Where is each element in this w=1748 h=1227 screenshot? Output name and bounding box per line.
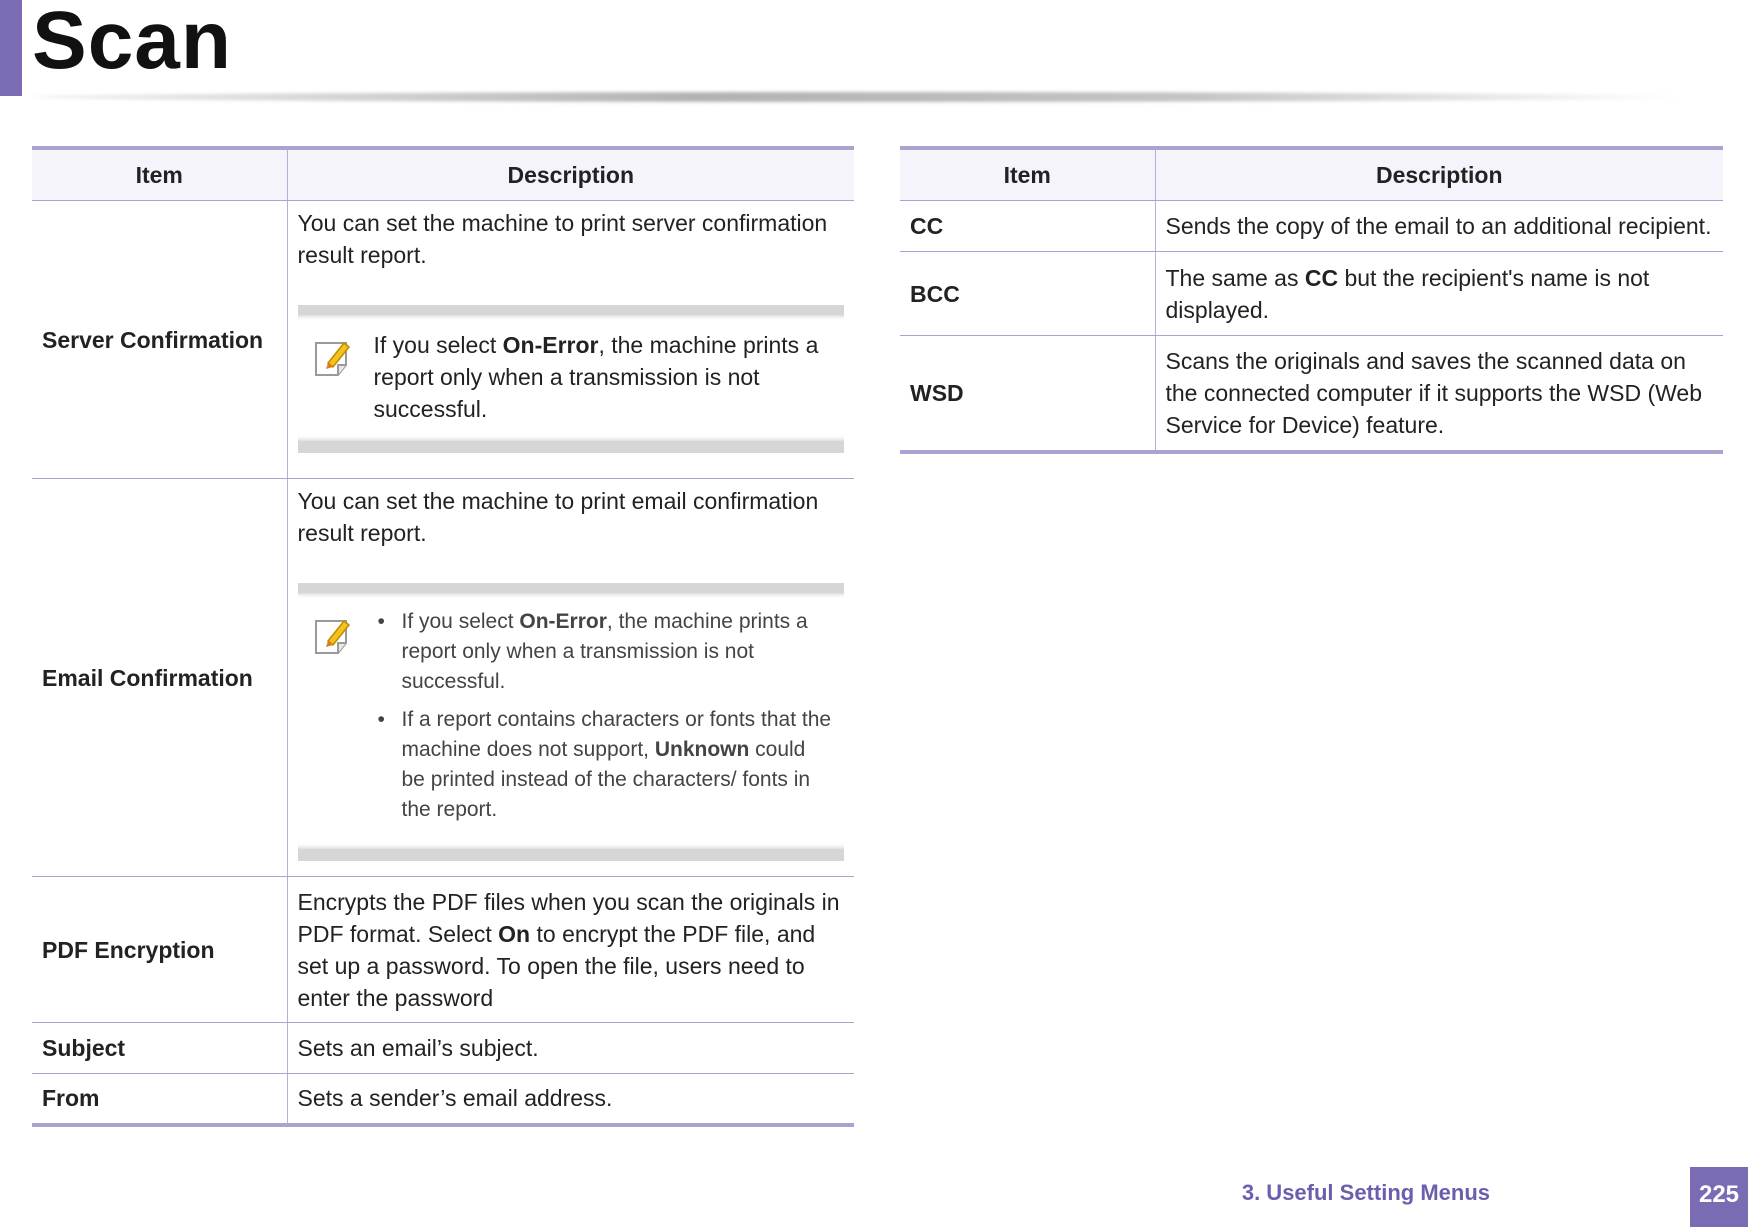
footer-section-label: 3. Useful Setting Menus [1241,1180,1490,1205]
right-settings-table [900,146,1723,454]
item-email-confirmation: Email Confirmation [32,479,287,877]
note-bold-option: Unknown [654,738,750,761]
table-header-row [900,148,1723,201]
table-row [900,201,1723,252]
table-row [32,877,854,1023]
description-column-header: Description [287,148,854,201]
table-row [32,1023,854,1074]
note-pencil-icon [312,337,356,381]
list-item [374,607,835,697]
description-text: Scans the originals and saves the scanned data on the connected computer if it supports the WSD (Web Service for Device) feature. [1155,336,1723,452]
description-text: but the recipient's name is not displayed. [1165,264,1650,323]
description-text: Sets an email’s subject. [287,1023,854,1074]
item-cc: CC [900,201,1155,252]
description-text: Sends the copy of the email to an additional recipient. [1155,201,1723,252]
note-text-part: If you select [373,332,503,358]
note-pencil-icon [312,615,356,659]
description-column-header: Description [1155,148,1723,201]
item-server-confirmation: Server Confirmation [32,201,287,479]
title-underline [30,92,1690,102]
description-cell [287,479,854,877]
option-value-on: On [498,920,531,947]
item-subject: Subject [32,1023,287,1074]
list-item [374,705,835,825]
item-wsd: WSD [900,336,1155,452]
description-cell [287,877,854,1023]
description-text: You can set the machine to print email confirmation result report. [297,488,819,546]
table-header-row [32,148,854,201]
table-row [32,201,854,479]
note-bold-option: On-Error [519,610,607,633]
title-accent-bar [0,0,22,96]
note-box [298,583,845,861]
note-box [298,305,845,453]
table-row [900,252,1723,336]
page-title: Scan [32,0,232,86]
description-text: Sets a sender’s email address. [287,1074,854,1125]
description-text: to encrypt the PDF file, and set up a password. To open the file, users need to enter the password [297,920,816,1011]
page-number-badge: 225 [1690,1167,1748,1227]
note-bold-option: On-Error [502,332,599,358]
item-column-header: Item [900,148,1155,201]
note-text-part: If you select [401,610,520,633]
note-text-part: , the machine prints a report only when a transmission is not successful. [401,610,808,693]
note-text-part: , the machine prints a report only when a transmission is not successful. [373,332,819,422]
description-text: You can set the machine to print server confirmation result report. [297,210,828,268]
description-text: Encrypts the PDF files when you scan the originals in PDF format. Select [297,888,840,947]
option-value-cc: CC [1304,264,1339,291]
description-cell [1155,252,1723,336]
note-bullet-list [374,607,835,825]
left-settings-table [32,146,854,1127]
note-text [374,329,835,425]
table-row [32,1074,854,1125]
table-row [900,336,1723,452]
description-cell [287,201,854,479]
table-row [32,479,854,877]
item-bcc: BCC [900,252,1155,336]
note-text-part: If a report contains characters or fonts that the machine does not support, [401,708,832,761]
item-column-header: Item [32,148,287,201]
description-text: The same as [1165,264,1305,291]
item-pdf-encryption: PDF Encryption [32,877,287,1023]
note-text-part: could be printed instead of the characters/ fonts in the report. [401,738,811,821]
item-from: From [32,1074,287,1125]
